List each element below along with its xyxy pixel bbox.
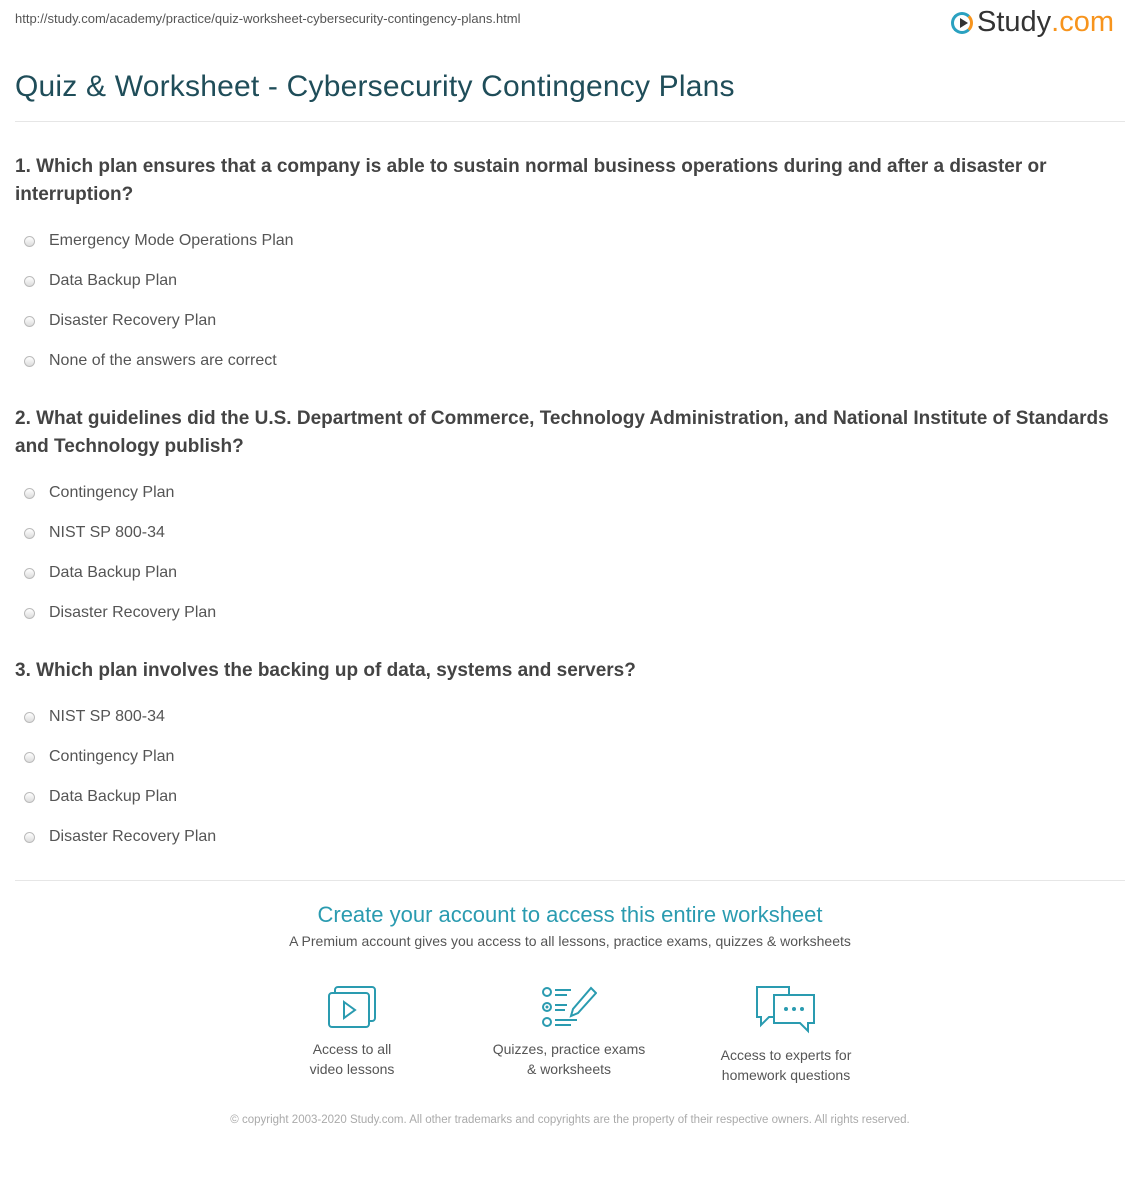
answer-label: Contingency Plan bbox=[49, 484, 175, 501]
radio-button[interactable] bbox=[24, 752, 35, 763]
chat-icon bbox=[754, 985, 818, 1035]
answer-option[interactable] bbox=[15, 341, 1125, 381]
feature-label: Quizzes, practice exams bbox=[492, 1041, 646, 1057]
answer-option[interactable] bbox=[15, 777, 1125, 817]
play-icon bbox=[951, 12, 973, 34]
question-3 bbox=[15, 657, 1125, 857]
page-url: http://study.com/academy/practice/quiz-worksheet-cybersecurity-contingency-plans.html bbox=[15, 11, 521, 26]
answer-option[interactable] bbox=[15, 221, 1125, 261]
answer-label: Emergency Mode Operations Plan bbox=[49, 232, 294, 249]
answer-label: Contingency Plan bbox=[49, 748, 175, 765]
radio-button[interactable] bbox=[24, 488, 35, 499]
radio-button[interactable] bbox=[24, 236, 35, 247]
quiz-icon bbox=[541, 985, 597, 1029]
divider bbox=[15, 121, 1125, 122]
feature-quizzes bbox=[469, 985, 669, 1079]
answer-label: NIST SP 800-34 bbox=[49, 708, 165, 725]
radio-button[interactable] bbox=[24, 528, 35, 539]
question-1 bbox=[15, 153, 1125, 381]
question-text: 3. Which plan involves the backing up of data, systems and servers? bbox=[15, 660, 636, 681]
answer-option[interactable] bbox=[15, 261, 1125, 301]
answer-option[interactable] bbox=[15, 553, 1125, 593]
video-icon bbox=[327, 985, 377, 1029]
divider bbox=[15, 880, 1125, 881]
radio-button[interactable] bbox=[24, 316, 35, 327]
feature-label: homework questions bbox=[721, 1067, 851, 1083]
answer-option[interactable] bbox=[15, 593, 1125, 633]
question-text: 2. What guidelines did the U.S. Department of Commerce, Technology Administration, and National Institute of Standards and Technology publish? bbox=[15, 408, 1109, 457]
cta-title[interactable]: Create your account to access this entire worksheet bbox=[317, 902, 823, 927]
feature-label: video lessons bbox=[309, 1061, 395, 1077]
answer-label: Disaster Recovery Plan bbox=[49, 312, 217, 329]
radio-button[interactable] bbox=[24, 568, 35, 579]
radio-button[interactable] bbox=[24, 832, 35, 843]
feature-experts bbox=[686, 985, 886, 1085]
question-2 bbox=[15, 405, 1125, 633]
study-logo[interactable] bbox=[951, 6, 1114, 39]
answer-option[interactable] bbox=[15, 737, 1125, 777]
radio-button[interactable] bbox=[24, 356, 35, 367]
page-title: Quiz & Worksheet - Cybersecurity Contingency Plans bbox=[15, 70, 735, 103]
cta-subtitle: A Premium account gives you access to all lessons, practice exams, quizzes & worksheets bbox=[289, 933, 851, 949]
answer-option[interactable] bbox=[15, 301, 1125, 341]
answer-label: Data Backup Plan bbox=[49, 272, 178, 289]
logo-tld: .com bbox=[1051, 6, 1114, 38]
feature-label: & worksheets bbox=[526, 1061, 612, 1077]
answer-label: Data Backup Plan bbox=[49, 564, 178, 581]
radio-button[interactable] bbox=[24, 608, 35, 619]
feature-label: Access to experts for bbox=[720, 1047, 852, 1063]
answer-option[interactable] bbox=[15, 817, 1125, 857]
answer-option[interactable] bbox=[15, 697, 1125, 737]
answer-label: Disaster Recovery Plan bbox=[49, 828, 217, 845]
logo-name: Study bbox=[976, 6, 1052, 38]
radio-button[interactable] bbox=[24, 276, 35, 287]
radio-button[interactable] bbox=[24, 792, 35, 803]
question-text: 1. Which plan ensures that a company is able to sustain normal business operations during and after a disaster or interruption? bbox=[15, 156, 1047, 205]
answer-label: None of the answers are correct bbox=[49, 352, 277, 369]
answer-option[interactable] bbox=[15, 473, 1125, 513]
answer-label: Data Backup Plan bbox=[49, 788, 178, 805]
feature-label: Access to all bbox=[312, 1041, 392, 1057]
feature-video-lessons bbox=[252, 985, 452, 1079]
answer-label: NIST SP 800-34 bbox=[49, 524, 165, 541]
answer-label: Disaster Recovery Plan bbox=[49, 604, 217, 621]
answer-option[interactable] bbox=[15, 513, 1125, 553]
copyright: © copyright 2003-2020 Study.com. All other trademarks and copyrights are the property of their respective owners. All rights reserved. bbox=[230, 1114, 910, 1126]
radio-button[interactable] bbox=[24, 712, 35, 723]
